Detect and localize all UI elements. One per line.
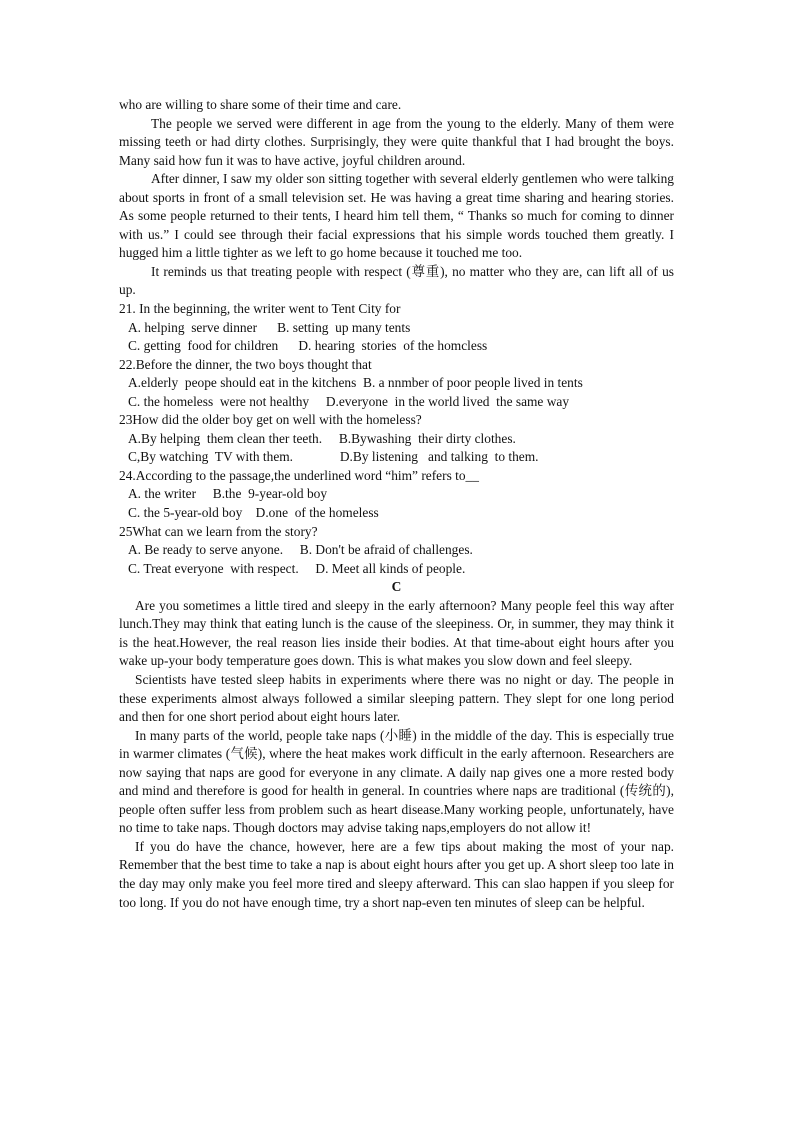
document-page [119, 96, 674, 912]
question-stem: 23How did the older boy get on well with the homeless? [119, 412, 422, 428]
question-options: A.elderly peope should eat in the kitchens B. a nnmber of poor people lived in tents [128, 375, 583, 391]
question-options: C. Treat everyone with respect. D. Meet all kinds of people. [128, 560, 466, 576]
question-options: A. the writer B.the 9-year-old boy [128, 486, 328, 502]
question-22 [119, 356, 674, 412]
question-options: C. getting food for children D. hearing stories of the homcless [128, 338, 488, 354]
question-stem: 22.Before the dinner, the two boys thought that [119, 356, 372, 372]
question-23 [119, 411, 674, 467]
question-options: A. helping serve dinner B. setting up many tents [128, 319, 411, 335]
question-24 [119, 467, 674, 523]
passage-b-paragraph: The people we served were different in age from the young to the elderly. Many of them were missing teeth or had dirty clothes. Surprisingly, they were quite thankful that I had brought the boys. Many said how fun it was to have active, joyful children around. [119, 115, 674, 168]
passage-c-paragraph: If you do have the chance, however, here are a few tips about making the most of your nap. Remember that the best time to take a nap is about eight hours after you get up. A short sleep too late in the day may only make you feel more tired and sleepy afterward. This can slao happen if you sleep for too long. If you do not have enough time, try a short nap-even ten minutes of sleep can be helpful. [119, 838, 674, 910]
question-21 [119, 300, 674, 356]
question-options: A. Be ready to serve anyone. B. Don't be afraid of challenges. [128, 542, 473, 558]
question-25 [119, 523, 674, 579]
passage-c-paragraph: In many parts of the world, people take naps (小睡) in the middle of the day. This is especially true in warmer climates (气候), where the heat makes work difficult in the early afternoon. Researchers are now saying that naps are good for everyone in any climate. A daily nap gives one a more rested body and mind and therefore is good for health in general. In countries where naps are traditional (传统的), people often suffer less from problem such as heart disease.Many working people, unfortunately, have no time to take naps. Though doctors may advise taking naps,employers do not allow it! [119, 727, 674, 836]
question-stem: 24.According to the passage,the underlined word “him” refers to__ [119, 467, 479, 483]
passage-c-paragraph: Are you sometimes a little tired and sleepy in the early afternoon? Many people feel this way after lunch.They may think that eating lunch is the cause of the sleepiness. Or, in summer, they may think it is the heat.However, the real reason lies inside their bodies. At that time-about eight hours after you wake up-your body temperature goes down. This is what makes you slow down and feel sleepy. [119, 597, 674, 669]
question-stem: 21. In the beginning, the writer went to Tent City for [119, 301, 401, 317]
passage-b-paragraph: After dinner, I saw my older son sitting together with several elderly gentlemen who were talking about sports in front of a small television set. He was having a great time sharing and hearing stories. As some people returned to their tents, I heard him tell them, “ Thanks so much for coming to dinner with us.” I could see through their facial expressions that his simple words touched them greatly. I hugged him a little tighter as we left to go home because it touched me too. [119, 171, 674, 261]
question-options: C. the 5-year-old boy D.one of the homeless [128, 505, 379, 521]
section-heading: C [391, 579, 402, 595]
question-options: A.By helping them clean ther teeth. B.Bywashing their dirty clothes. [128, 430, 516, 446]
passage-c-paragraph: Scientists have tested sleep habits in experiments where there was no night or day. The people in these experiments almost always followed a similar sleeping pattern. They slept for one long period and then for one short period about eight hours later. [119, 671, 674, 725]
passage-b-paragraph: It reminds us that treating people with respect (尊重), no matter who they are, can lift all of us up. [119, 263, 674, 298]
question-stem: 25What can we learn from the story? [119, 523, 318, 539]
question-options: C,By watching TV with them. D.By listening and talking to them. [128, 449, 539, 465]
question-options: C. the homeless were not healthy D.everyone in the world lived the same way [128, 393, 570, 409]
passage-b-paragraph: who are willing to share some of their time and care. [119, 97, 402, 112]
